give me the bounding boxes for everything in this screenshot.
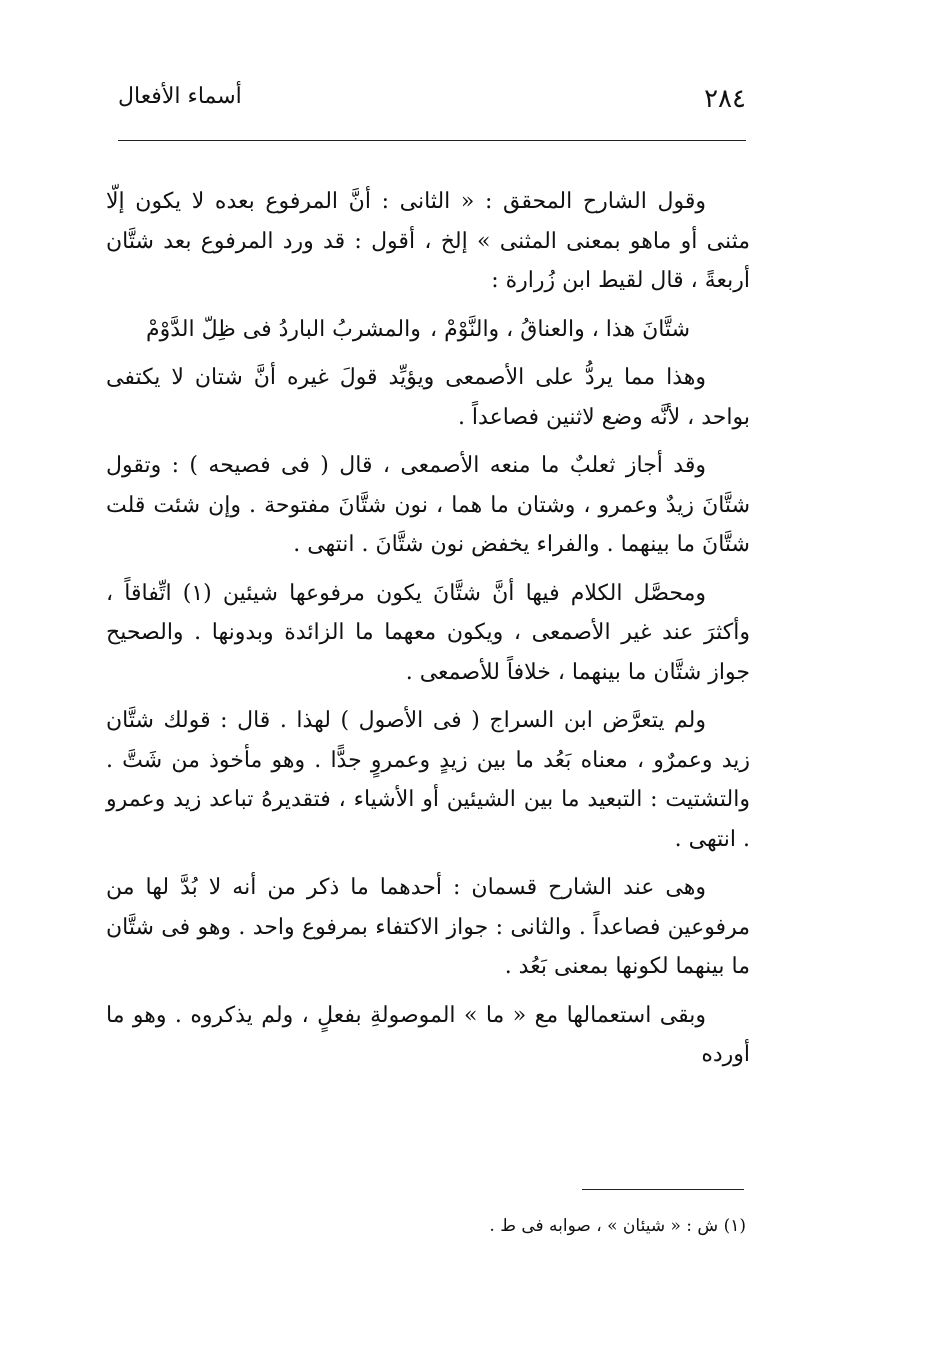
footnote: (١) ش : « شيئان » ، صوابه فى ط . <box>489 1216 746 1236</box>
page-header <box>118 84 746 124</box>
verse-second-hemistich: والمشربُ الباردُ فى ظِلّ الدَّوْمْ <box>146 316 421 342</box>
paragraph-3: وقد أجاز ثعلبٌ ما منعه الأصمعى ، قال ( فى فصيحه ) : وتقول شتَّانَ زيدٌ وعمرو ، وشتان ما هما ، نون شتَّانَ مفتوحة . وإن شئت قلت شتَّانَ ما بينهما . والفراء يخفض نون شتَّانَ . انتهى . <box>106 453 750 557</box>
paragraph-4: ومحصَّل الكلام فيها أنَّ شتَّانَ يكون مرفوعها شيئين (١) اتِّفاقاً ، وأكثرَ عند غير الأصمعى ، ويكون معهما ما الزائدة وبدونها . والصحيح جواز شتَّان ما بينهما ، خلافاً للأصمعى . <box>106 580 750 685</box>
paragraph-5: ولم يتعرَّض ابن السراج ( فى الأصول ) لهذا . قال : قولك شتَّان زيد وعمرٌو ، معناه بَعُد ما بين زيدٍ وعمروٍ جدًّا . وهو مأخوذ من شَتَّ . والتشتيت : التبعيد ما بين الشيئين أو الأشياء ، فتقديرهُ تباعد زيد وعمرو . انتهى . <box>106 708 750 852</box>
paragraph-1: وقول الشارح المحقق : « الثانى : أنَّ المرفوع بعده لا يكون إلّا مثنى أو ماهو بمعنى المثنى » إلخ ، أقول : قد ورد المرفوع بعد شتَّان أربعةً ، قال لقيط ابن زُرارة : <box>106 189 750 293</box>
header-rule <box>118 140 746 141</box>
poetry-verse <box>106 310 750 350</box>
running-title: أسماء الأفعال <box>118 84 242 109</box>
verse-first-hemistich: شتَّانَ هذا ، والعناقُ ، والنَّوْمْ ، <box>430 316 690 342</box>
main-text <box>106 182 750 1084</box>
paragraph-2: وهذا مما يردُّ على الأصمعى ويؤيِّد قولَ غيره أنَّ شتان لا يكتفى بواحد ، لأنَّه وضع لاثنين فصاعداً . <box>106 365 750 430</box>
paragraph-6: وهى عند الشارح قسمان : أحدهما ما ذكر من أنه لا بُدَّ لها من مرفوعين فصاعداً . والثانى : جواز الاكتفاء بمرفوع واحد . وهو فى شتَّان ما بينهما لكونها بمعنى بَعُد . <box>106 875 750 979</box>
page-number: ٢٨٤ <box>704 84 746 114</box>
paragraph-7: وبقى استعمالها مع « ما » الموصولةِ بفعلٍ ، ولم يذكروه . وهو ما أورده <box>106 1002 750 1067</box>
footnote-rule <box>582 1189 744 1190</box>
